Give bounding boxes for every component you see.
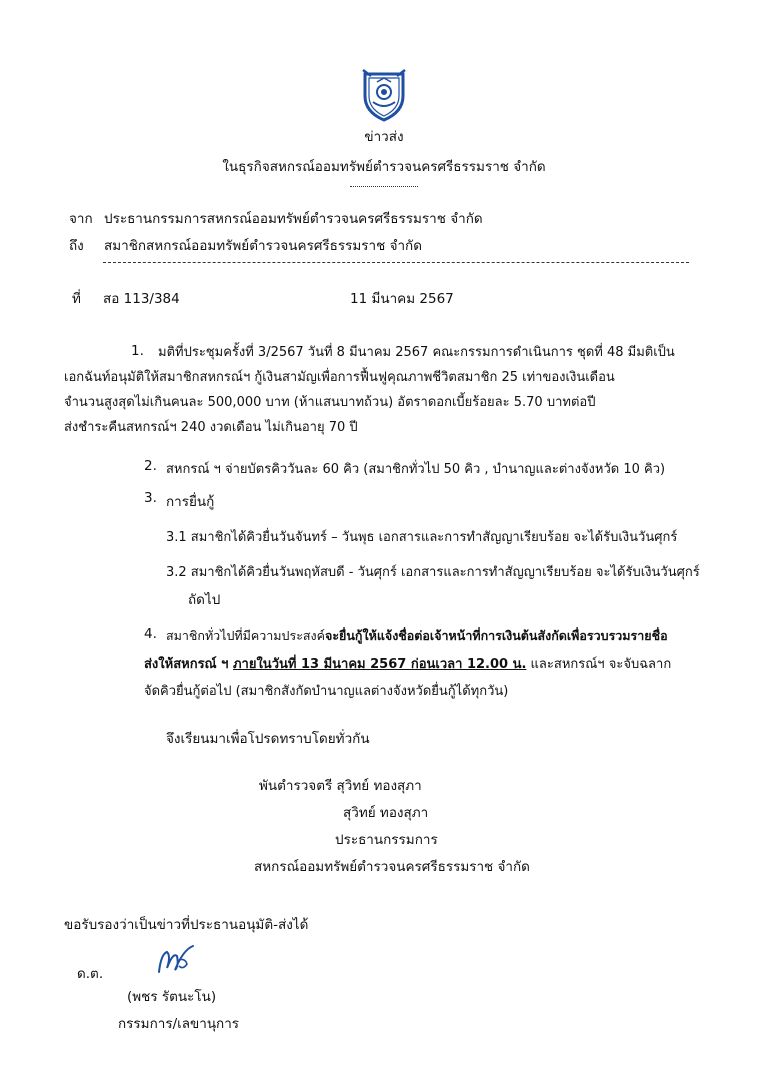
to-text: สมาชิกสหกรณ์ออมทรัพย์ตำรวจนครศรีธรรมราช จำกัด bbox=[104, 238, 422, 254]
item3-text: การยื่นกู้ bbox=[166, 494, 215, 510]
item3-sub2-continuation: ถัดไป bbox=[188, 592, 221, 608]
ref-number: สอ 113/384 bbox=[103, 291, 180, 307]
certifier-position: กรรมการ/เลขานุการ bbox=[118, 1016, 240, 1032]
rank-abbreviation: ด.ต. bbox=[77, 966, 104, 982]
item1-line: เอกฉันท์อนุมัติให้สมาชิกสหกรณ์ฯ กู้เงินสามัญเพื่อการฟื้นฟูคุณภาพชีวิตสมาชิก 25 เท่าของเงินเดือน bbox=[64, 370, 615, 385]
item4-line1 bbox=[166, 626, 668, 646]
item4-line1-bold: จะยื่นกู้ให้แจ้งชื่อต่อเจ้าหน้าที่การเงินต้นสังกัดเพื่อรวบรวมรายชื่อ bbox=[325, 628, 668, 643]
organization-emblem-logo bbox=[359, 66, 409, 122]
dashed-divider bbox=[103, 262, 689, 263]
item4-line2-bold: ส่งให้สหกรณ์ ฯ bbox=[144, 657, 233, 672]
item4-line3: จัดคิวยื่นกู้ต่อไป (สมาชิกสังกัดบำนาญแลต่างจังหวัดยื่นกู้ได้ทุกวัน) bbox=[144, 684, 509, 699]
item2-number: 2. bbox=[144, 458, 157, 474]
closing-text: จึงเรียนมาเพื่อโปรดทราบโดยทั่วกัน bbox=[166, 731, 370, 747]
signatory-position: ประธานกรรมการ bbox=[335, 832, 438, 848]
document-title: ข่าวส่ง bbox=[364, 129, 404, 145]
title-separator bbox=[350, 186, 418, 187]
item4-line2-rest: และสหกรณ์ฯ จะจับฉลาก bbox=[526, 657, 672, 672]
document-subtitle: ในธุรกิจสหกรณ์ออมทรัพย์ตำรวจนครศรีธรรมราช จำกัด bbox=[222, 159, 546, 175]
item3-sub1: 3.1 สมาชิกได้คิวยื่นวันจันทร์ – วันพุธ เอกสารและการทำสัญญาเรียบร้อย จะได้รับเงินวันศุกร์ bbox=[166, 530, 678, 545]
from-label: จาก bbox=[69, 211, 93, 227]
to-label: ถึง bbox=[69, 238, 84, 254]
signatory-name: สุวิทย์ ทองสุภา bbox=[343, 805, 429, 821]
item2-text: สหกรณ์ ฯ จ่ายบัตรคิววันละ 60 คิว (สมาชิกทั่วไป 50 คิว , บำนาญและต่างจังหวัด 10 คิว) bbox=[166, 462, 666, 477]
from-text: ประธานกรรมการสหกรณ์ออมทรัพย์ตำรวจนครศรีธรรมราช จำกัด bbox=[104, 211, 483, 227]
certification-text: ขอรับรองว่าเป็นข่าวที่ประธานอนุมัติ-ส่งได้ bbox=[64, 917, 309, 933]
item1-line: มติที่ประชุมครั้งที่ 3/2567 วันที่ 8 มีนาคม 2567 คณะกรรมการดำเนินการ ชุดที่ 48 มีมติเป็น bbox=[158, 345, 675, 360]
ref-label: ที่ bbox=[72, 291, 81, 307]
item3-sub2: 3.2 สมาชิกได้คิวยื่นวันพฤหัสบดี - วันศุกร์ เอกสารและการทำสัญญาเรียบร้อย จะได้รับเงินวันศุกร์ bbox=[166, 565, 700, 580]
item4-line1-normal: สมาชิกทั่วไปที่มีความประสงค์ bbox=[166, 628, 325, 643]
item3-number: 3. bbox=[144, 490, 157, 506]
handwritten-signature bbox=[153, 942, 197, 978]
signatory-rank-name: พันตำรวจตรี สุวิทย์ ทองสุภา bbox=[259, 778, 422, 794]
item4-deadline: ภายในวันที่ 13 มีนาคม 2567 ก่อนเวลา 12.00 น. bbox=[232, 657, 527, 672]
item4-line2 bbox=[144, 653, 671, 674]
item1-paragraph bbox=[64, 340, 706, 440]
item1-line: ส่งชำระคืนสหกรณ์ฯ 240 งวดเดือน ไม่เกินอายุ 70 ปี bbox=[64, 420, 358, 435]
item1-line: จำนวนสูงสุดไม่เกินคนละ 500,000 บาท (ห้าแสนบาทถ้วน) อัตราดอกเบี้ยร้อยละ 5.70 บาทต่อปี bbox=[64, 395, 596, 410]
item1-number: 1. bbox=[131, 343, 144, 359]
signatory-organization: สหกรณ์ออมทรัพย์ตำรวจนครศรีธรรมราช จำกัด bbox=[254, 859, 530, 875]
ref-date: 11 มีนาคม 2567 bbox=[350, 291, 454, 307]
item4-number: 4. bbox=[144, 626, 157, 642]
certifier-name: (พชร รัตนะโน) bbox=[127, 989, 217, 1005]
